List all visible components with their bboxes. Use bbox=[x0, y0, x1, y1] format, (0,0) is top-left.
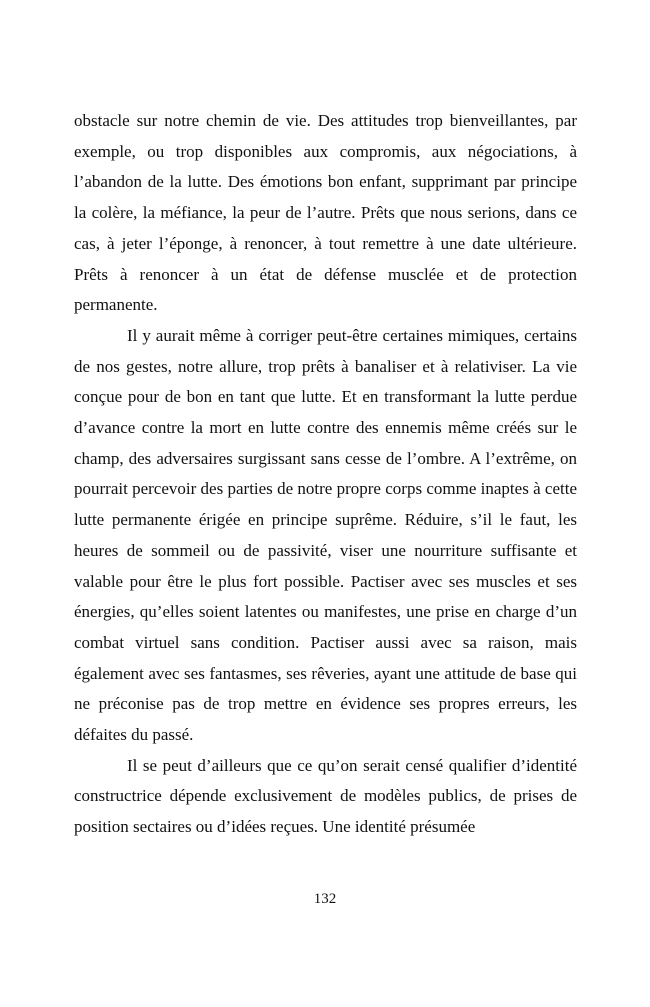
paragraph: Il se peut d’ailleurs que ce qu’on serait censé qualifier d’identité constructrice dépende exclusivement de modèles publics, de prises de position sectaires ou d’idées reçues. Une identité présumée bbox=[74, 755, 577, 837]
body-text bbox=[74, 106, 577, 843]
paragraph: obstacle sur notre chemin de vie. Des attitudes trop bienveillantes, par exemple, ou trop disponibles aux compromis, aux négociations, à l’abandon de la lutte. Des émotions bon enfant, supprimant par principe la colère, la méfiance, la peur de l’autre. Prêts que nous serions, dans ce cas, à jeter l’éponge, à renoncer, à tout remettre à une date ultérieure. Prêts à renoncer à un état de défense musclée et de protection permanente. bbox=[74, 111, 577, 315]
page-number: 132 bbox=[313, 891, 337, 907]
paragraph: Il y aurait même à corriger peut-être certaines mimiques, certains de nos gestes, notre allure, trop prêts à banaliser et à relativiser. La vie conçue pour de bon en tant que lutte. Et en transformant la lutte perdue d’avance contre la mort en lutte contre des ennemis même créés sur le champ, des adversaires surgissant sans cesse de l’ombre. A l’extrême, on pourrait percevoir des parties de notre propre corps comme inaptes à cette lutte permanente érigée en principe suprême. Réduire, s’il le faut, les heures de sommeil ou de passivité, viser une nourriture suffisante et valable pour être le plus fort possible. Pactiser avec ses muscles et ses énergies, qu’elles soient latentes ou manifestes, une prise en charge d’un combat virtuel sans condition. Pactiser aussi avec sa raison, mais également avec ses fantasmes, ses rêveries, ayant une attitude de base qui ne préconise pas de trop mettre en évidence ses propres erreurs, les défaites du passé. bbox=[74, 325, 577, 745]
